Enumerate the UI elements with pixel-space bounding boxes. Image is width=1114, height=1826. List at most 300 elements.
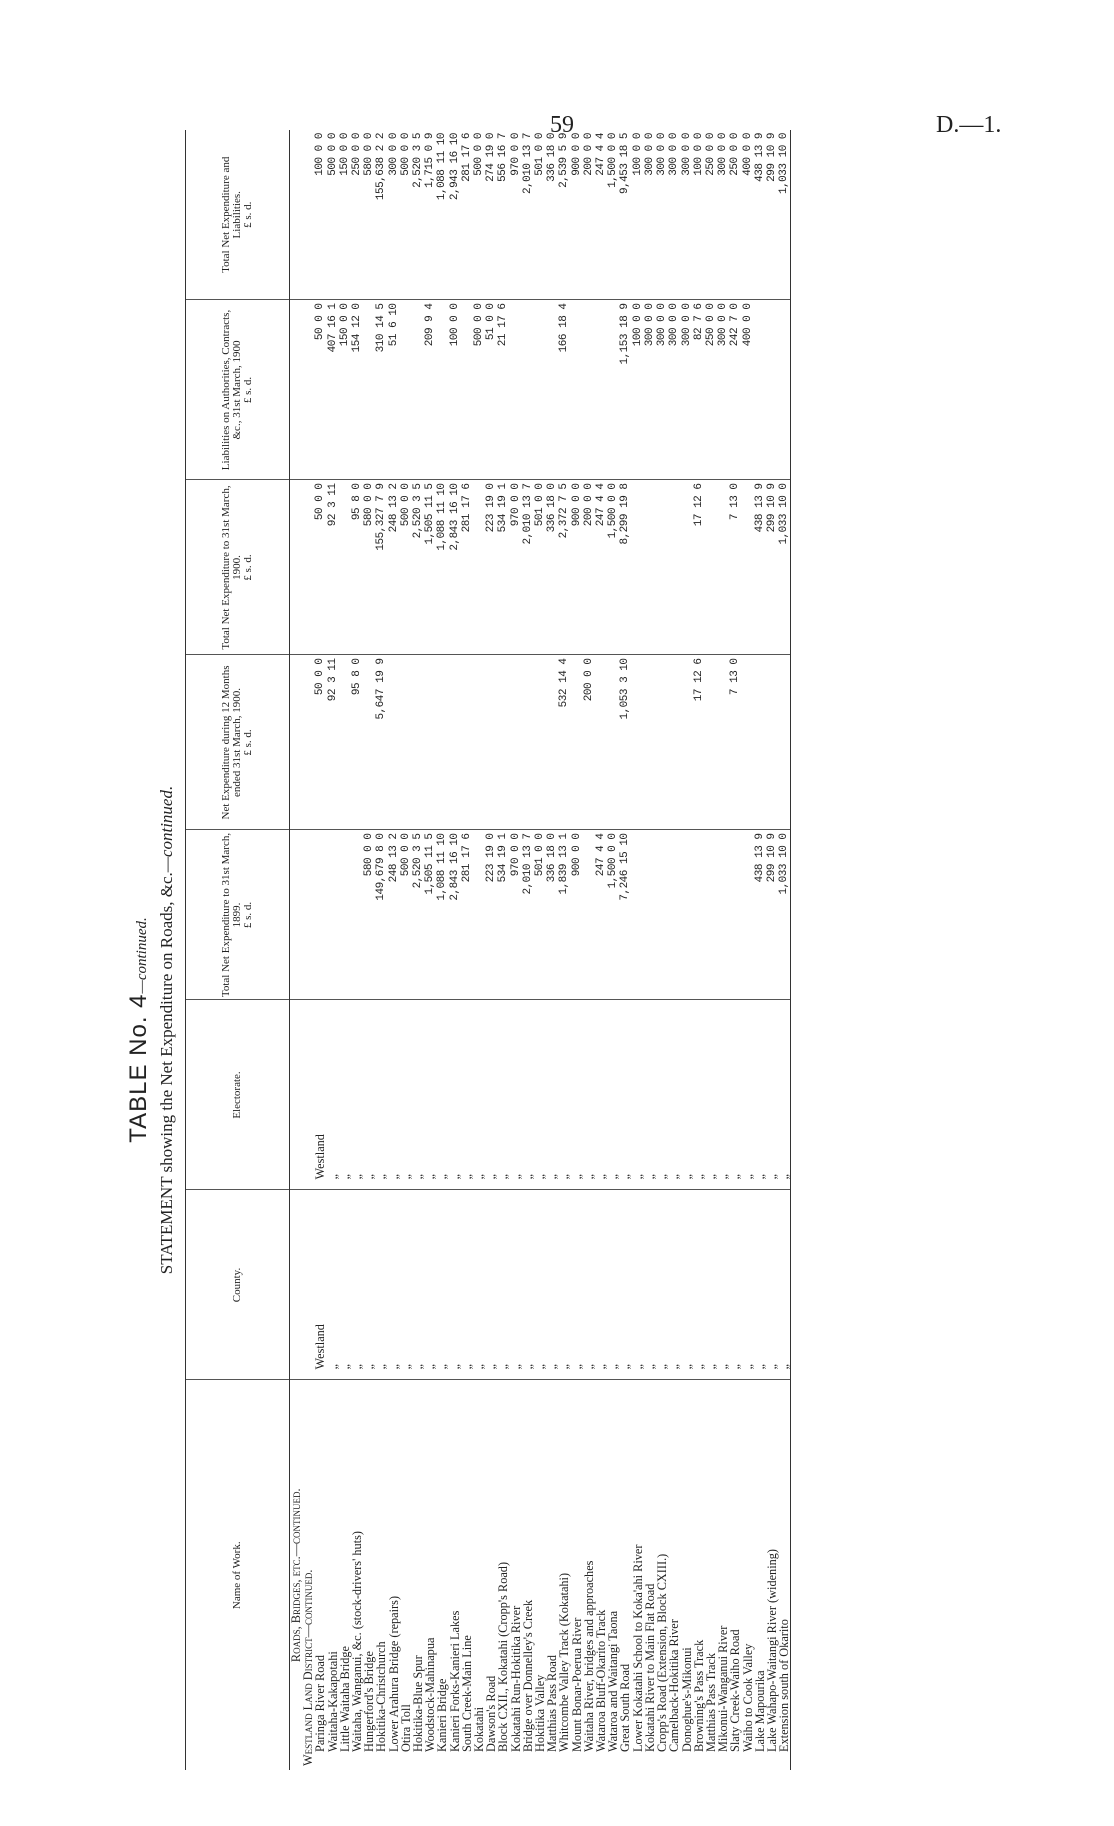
expenditure-year-1900: 200 0 0: [583, 655, 595, 830]
expenditure-to-1899: [314, 830, 326, 1000]
electorate-cell: „: [351, 1000, 363, 1190]
work-name: Extension south of Okarito: [778, 1380, 791, 1770]
expenditure-to-1899: 1,839 13 1: [558, 830, 570, 1000]
total-expenditure-liabilities: 336 18 0: [546, 130, 558, 300]
work-name: Wataroa and Waitangi Taona: [606, 1610, 621, 1752]
expenditure-to-1900: 1,500 0 0: [607, 480, 619, 655]
county-cell: „: [363, 1190, 375, 1380]
county-cell: „: [644, 1190, 656, 1380]
work-name: Waiho to Cook Valley: [740, 1643, 755, 1752]
expenditure-to-1899: [693, 830, 705, 1000]
table-row: [327, 130, 339, 1770]
county-cell: „: [693, 1190, 705, 1380]
expenditure-year-1900: [400, 655, 412, 830]
expenditure-year-1900: [571, 655, 583, 830]
total-expenditure-liabilities: 300 0 0: [656, 130, 668, 300]
expenditure-to-1900: 1,088 11 10: [436, 480, 448, 655]
col-header-c1: Total Net Expenditure to 31st March, 1899. £ s. d.: [186, 830, 290, 1000]
work-name: Block CXII., Kokatahi (Cropp's Road): [496, 1561, 511, 1752]
table-row: [314, 130, 326, 1770]
table-row: [693, 130, 705, 1770]
expenditure-table: [185, 130, 791, 1770]
total-expenditure-liabilities: 970 0 0: [510, 130, 522, 300]
electorate-cell: „: [668, 1000, 680, 1190]
expenditure-to-1900: 580 0 0: [363, 480, 375, 655]
expenditure-to-1899: 1,033 10 0: [778, 830, 791, 1000]
liabilities-1900: 310 14 5: [375, 300, 387, 480]
expenditure-to-1899: 900 0 0: [571, 830, 583, 1000]
electorate-cell: „: [742, 1000, 754, 1190]
county-cell: „: [742, 1190, 754, 1380]
electorate-cell: „: [644, 1000, 656, 1190]
table-row: [742, 130, 754, 1770]
electorate-cell: „: [375, 1000, 387, 1190]
total-expenditure-liabilities: 150 0 0: [339, 130, 351, 300]
expenditure-to-1899: 2,843 16 10: [449, 830, 461, 1000]
col-header-electorate: Electorate.: [186, 1000, 290, 1190]
table-row: [583, 130, 595, 1770]
county-cell: „: [522, 1190, 534, 1380]
county-cell: „: [754, 1190, 766, 1380]
electorate-cell: „: [778, 1000, 791, 1190]
liabilities-1900: 82 7 6: [693, 300, 705, 480]
statement-heading: [157, 290, 177, 1770]
expenditure-year-1900: [510, 655, 522, 830]
work-name: Hokitika-Blue Spur: [411, 1655, 426, 1752]
liabilities-1900: 1,153 18 9: [619, 300, 631, 480]
table-title-main: TABLE No. 4: [125, 993, 152, 1143]
page-number: 59: [550, 112, 574, 138]
expenditure-year-1900: [449, 655, 461, 830]
expenditure-to-1899: 7,246 15 10: [619, 830, 631, 1000]
section-heading: Roads, Bridges, etc.—continued.: [289, 1488, 303, 1663]
expenditure-year-1900: [717, 655, 729, 830]
work-name: Kokatahi: [472, 1706, 487, 1752]
expenditure-to-1899: [632, 830, 644, 1000]
total-expenditure-liabilities: 438 13 9: [754, 130, 766, 300]
total-expenditure-liabilities: 250 0 0: [729, 130, 741, 300]
total-expenditure-liabilities: 300 0 0: [717, 130, 729, 300]
expenditure-year-1900: [436, 655, 448, 830]
expenditure-year-1900: [412, 655, 424, 830]
electorate-cell: „: [339, 1000, 351, 1190]
county-cell: „: [497, 1190, 509, 1380]
table-row: [595, 130, 607, 1770]
electorate-cell: „: [449, 1000, 461, 1190]
expenditure-to-1900: 1,505 11 5: [424, 480, 436, 655]
expenditure-to-1900: 900 0 0: [571, 480, 583, 655]
expenditure-to-1899: [668, 830, 680, 1000]
expenditure-to-1900: 200 0 0: [583, 480, 595, 655]
total-expenditure-liabilities: 300 0 0: [668, 130, 680, 300]
electorate-cell: „: [388, 1000, 400, 1190]
expenditure-year-1900: [522, 655, 534, 830]
work-name: Paringa River Road: [313, 1655, 328, 1752]
liabilities-1900: [754, 300, 766, 480]
liabilities-1900: 300 0 0: [717, 300, 729, 480]
county-cell: „: [400, 1190, 412, 1380]
expenditure-to-1899: 2,010 13 7: [522, 830, 534, 1000]
expenditure-to-1900: 95 8 0: [351, 480, 363, 655]
work-name: Otira Toll: [398, 1704, 413, 1752]
work-name: South Creek-Main Line: [459, 1635, 474, 1752]
liabilities-1900: 300 0 0: [644, 300, 656, 480]
total-expenditure-liabilities: 300 0 0: [644, 130, 656, 300]
expenditure-to-1900: 2,520 3 5: [412, 480, 424, 655]
total-expenditure-liabilities: 299 10 9: [766, 130, 778, 300]
work-name: Matthias Pass Track: [703, 1652, 718, 1752]
expenditure-year-1900: [424, 655, 436, 830]
table-row: [632, 130, 644, 1770]
col-header-c2: Net Expenditure during 12 Months ended 31st March, 1900. £ s. d.: [186, 655, 290, 830]
expenditure-to-1899: [339, 830, 351, 1000]
county-cell: „: [351, 1190, 363, 1380]
table-row: [571, 130, 583, 1770]
total-expenditure-liabilities: 1,088 11 10: [436, 130, 448, 300]
liabilities-1900: 100 0 0: [449, 300, 461, 480]
total-expenditure-liabilities: 250 0 0: [351, 130, 363, 300]
total-expenditure-liabilities: 247 4 4: [595, 130, 607, 300]
expenditure-to-1899: [351, 830, 363, 1000]
expenditure-to-1900: 155,327 7 9: [375, 480, 387, 655]
liabilities-1900: [400, 300, 412, 480]
expenditure-to-1899: 2,520 3 5: [412, 830, 424, 1000]
total-expenditure-liabilities: 100 0 0: [632, 130, 644, 300]
electorate-cell: „: [607, 1000, 619, 1190]
expenditure-year-1900: [497, 655, 509, 830]
table-row: [681, 130, 693, 1770]
county-cell: „: [375, 1190, 387, 1380]
electorate-cell: „: [619, 1000, 631, 1190]
work-name: Kanieri Forks-Kanieri Lakes: [447, 1610, 462, 1752]
expenditure-to-1900: 970 0 0: [510, 480, 522, 655]
work-name: Hokitika Valley: [533, 1674, 548, 1752]
units-label: £ s. d.: [242, 376, 254, 404]
liabilities-1900: 51 6 10: [388, 300, 400, 480]
table-row: [510, 130, 522, 1770]
table-row: [522, 130, 534, 1770]
district-heading: Westland Land District—continued.: [301, 1569, 316, 1766]
electorate-cell: „: [681, 1000, 693, 1190]
expenditure-year-1900: [461, 655, 473, 830]
total-expenditure-liabilities: 100 0 0: [693, 130, 705, 300]
county-cell: „: [583, 1190, 595, 1380]
county-cell: „: [717, 1190, 729, 1380]
county-cell: „: [339, 1190, 351, 1380]
total-expenditure-liabilities: 100 0 0: [314, 130, 326, 300]
table-row: [778, 130, 791, 1770]
units-label: £ s. d.: [242, 901, 254, 929]
expenditure-to-1900: 1,033 10 0: [778, 480, 791, 655]
total-expenditure-liabilities: 2,520 3 5: [412, 130, 424, 300]
total-expenditure-liabilities: 2,010 13 7: [522, 130, 534, 300]
expenditure-to-1900: 17 12 6: [693, 480, 705, 655]
liabilities-1900: 300 0 0: [668, 300, 680, 480]
units-label: £ s. d.: [242, 554, 254, 581]
table-row: [485, 130, 497, 1770]
work-name: Dawson's Road: [484, 1675, 499, 1752]
table-row: [717, 130, 729, 1770]
electorate-cell: „: [766, 1000, 778, 1190]
county-cell: „: [485, 1190, 497, 1380]
expenditure-to-1899: [327, 830, 339, 1000]
electorate-cell: „: [497, 1000, 509, 1190]
county-cell: „: [436, 1190, 448, 1380]
county-cell: „: [534, 1190, 546, 1380]
work-name: Cropp's Road (Extension, Block CXIII.): [655, 1553, 670, 1752]
rotated-table-page: [125, 130, 955, 1770]
expenditure-to-1900: [717, 480, 729, 655]
total-expenditure-liabilities: 500 0 0: [327, 130, 339, 300]
county-cell: „: [729, 1190, 741, 1380]
liabilities-1900: 400 0 0: [742, 300, 754, 480]
total-expenditure-liabilities: 300 0 0: [681, 130, 693, 300]
expenditure-year-1900: [388, 655, 400, 830]
liabilities-1900: [412, 300, 424, 480]
electorate-cell: „: [327, 1000, 339, 1190]
electorate-cell: „: [583, 1000, 595, 1190]
electorate-cell: „: [534, 1000, 546, 1190]
table-title: [125, 290, 153, 1770]
total-expenditure-liabilities: 300 0 0: [388, 130, 400, 300]
liabilities-1900: [510, 300, 522, 480]
liabilities-1900: [583, 300, 595, 480]
work-name: Waitaha River, bridges and approaches: [581, 1560, 596, 1752]
liabilities-1900: 50 0 0: [314, 300, 326, 480]
county-cell: „: [656, 1190, 668, 1380]
expenditure-to-1899: 1,505 11 5: [424, 830, 436, 1000]
expenditure-to-1900: [339, 480, 351, 655]
table-row: [449, 130, 461, 1770]
county-cell: „: [327, 1190, 339, 1380]
table-row: [339, 130, 351, 1770]
liabilities-1900: 154 12 0: [351, 300, 363, 480]
statement-main: STATEMENT showing the Net Expenditure on Roads, &c.: [157, 872, 176, 1275]
expenditure-to-1899: 336 18 0: [546, 830, 558, 1000]
expenditure-to-1900: [705, 480, 717, 655]
liabilities-1900: 300 0 0: [681, 300, 693, 480]
table-row: [461, 130, 473, 1770]
total-expenditure-liabilities: 274 19 0: [485, 130, 497, 300]
expenditure-year-1900: [632, 655, 644, 830]
section-heading-row: [290, 130, 303, 1770]
expenditure-year-1900: 17 12 6: [693, 655, 705, 830]
expenditure-year-1900: [754, 655, 766, 830]
work-name: Lake Mapourika: [752, 1670, 767, 1752]
table-row: [644, 130, 656, 1770]
electorate-cell: „: [558, 1000, 570, 1190]
expenditure-to-1900: 2,010 13 7: [522, 480, 534, 655]
expenditure-to-1900: [681, 480, 693, 655]
expenditure-to-1900: 2,372 7 5: [558, 480, 570, 655]
liabilities-1900: 242 7 0: [729, 300, 741, 480]
total-expenditure-liabilities: 580 0 0: [363, 130, 375, 300]
expenditure-to-1900: [668, 480, 680, 655]
table-row: [668, 130, 680, 1770]
total-expenditure-liabilities: 9,453 18 5: [619, 130, 631, 300]
total-expenditure-liabilities: 281 17 6: [461, 130, 473, 300]
electorate-cell: „: [485, 1000, 497, 1190]
expenditure-year-1900: [681, 655, 693, 830]
table-row: [705, 130, 717, 1770]
expenditure-to-1900: 8,299 19 8: [619, 480, 631, 655]
electorate-cell: „: [436, 1000, 448, 1190]
work-name: Great South Road: [618, 1663, 633, 1752]
electorate-cell: „: [717, 1000, 729, 1190]
liabilities-1900: 100 0 0: [632, 300, 644, 480]
work-name: Hokitika-Christchurch: [374, 1641, 389, 1752]
expenditure-year-1900: [705, 655, 717, 830]
expenditure-to-1900: [632, 480, 644, 655]
table-row: [546, 130, 558, 1770]
work-name: Wataroa Bluff-Okarito Track: [594, 1609, 609, 1752]
liabilities-1900: [546, 300, 558, 480]
electorate-cell: „: [424, 1000, 436, 1190]
district-heading-row: [302, 130, 314, 1770]
table-row: [412, 130, 424, 1770]
liabilities-1900: 300 0 0: [656, 300, 668, 480]
liabilities-1900: [534, 300, 546, 480]
work-name: Waitaha-Kakapotahi: [325, 1651, 340, 1752]
liabilities-1900: [766, 300, 778, 480]
table-row: [375, 130, 387, 1770]
expenditure-year-1900: [607, 655, 619, 830]
table-row: [656, 130, 668, 1770]
work-name: Kokatahi Run-Hokitika River: [508, 1605, 523, 1752]
expenditure-year-1900: 1,053 3 10: [619, 655, 631, 830]
county-cell: „: [571, 1190, 583, 1380]
liabilities-1900: 166 18 4: [558, 300, 570, 480]
expenditure-to-1899: 580 0 0: [363, 830, 375, 1000]
expenditure-to-1899: [742, 830, 754, 1000]
expenditure-year-1900: 7 13 0: [729, 655, 741, 830]
expenditure-to-1899: 501 0 0: [534, 830, 546, 1000]
table-row: [754, 130, 766, 1770]
work-name: Bridge over Donnelley's Creek: [520, 1599, 535, 1752]
county-cell: Westland: [314, 1190, 326, 1380]
total-expenditure-liabilities: 1,715 0 9: [424, 130, 436, 300]
expenditure-to-1899: [681, 830, 693, 1000]
table-row: [436, 130, 448, 1770]
expenditure-to-1900: 281 17 6: [461, 480, 473, 655]
expenditure-to-1900: 299 10 9: [766, 480, 778, 655]
table-row: [363, 130, 375, 1770]
table-row: [497, 130, 509, 1770]
expenditure-year-1900: [534, 655, 546, 830]
units-label: £ s. d.: [242, 201, 254, 228]
total-expenditure-liabilities: 900 0 0: [571, 130, 583, 300]
county-cell: „: [766, 1190, 778, 1380]
table-title-suffix: —continued.: [134, 917, 150, 994]
expenditure-year-1900: 5,647 19 9: [375, 655, 387, 830]
liabilities-1900: [436, 300, 448, 480]
expenditure-to-1899: 1,500 0 0: [607, 830, 619, 1000]
electorate-cell: „: [412, 1000, 424, 1190]
expenditure-to-1900: 438 13 9: [754, 480, 766, 655]
expenditure-to-1900: 50 0 0: [314, 480, 326, 655]
expenditure-to-1899: 1,088 11 10: [436, 830, 448, 1000]
expenditure-to-1899: 299 10 9: [766, 830, 778, 1000]
header-row: [186, 130, 290, 1770]
electorate-cell: Westland: [314, 1000, 326, 1190]
county-cell: „: [546, 1190, 558, 1380]
work-name: Lower Kokatahi School to Koka'ahi River: [630, 1544, 645, 1752]
expenditure-to-1899: 223 19 0: [485, 830, 497, 1000]
liabilities-1900: [522, 300, 534, 480]
col-header-county: County.: [186, 1190, 290, 1380]
expenditure-year-1900: [485, 655, 497, 830]
expenditure-year-1900: [339, 655, 351, 830]
expenditure-year-1900: [668, 655, 680, 830]
electorate-cell: „: [632, 1000, 644, 1190]
work-name: Lake Wahapo-Waitangi River (widening): [764, 1548, 779, 1752]
expenditure-year-1900: 92 3 11: [327, 655, 339, 830]
expenditure-to-1899: [705, 830, 717, 1000]
expenditure-to-1899: [644, 830, 656, 1000]
liabilities-1900: 209 9 4: [424, 300, 436, 480]
table-row: [619, 130, 631, 1770]
expenditure-to-1900: 2,843 16 10: [449, 480, 461, 655]
expenditure-year-1900: [546, 655, 558, 830]
total-expenditure-liabilities: 556 16 7: [497, 130, 509, 300]
table-row: [388, 130, 400, 1770]
liabilities-1900: 407 16 1: [327, 300, 339, 480]
liabilities-1900: [461, 300, 473, 480]
table-row: [351, 130, 363, 1770]
expenditure-to-1900: 248 13 2: [388, 480, 400, 655]
table-row: [534, 130, 546, 1770]
expenditure-to-1899: [656, 830, 668, 1000]
county-cell: „: [461, 1190, 473, 1380]
expenditure-to-1899: [717, 830, 729, 1000]
expenditure-year-1900: [778, 655, 791, 830]
table-row: [400, 130, 412, 1770]
total-expenditure-liabilities: 500 0 0: [400, 130, 412, 300]
work-name: Browning's Pass Track: [691, 1639, 706, 1752]
expenditure-to-1900: 247 4 4: [595, 480, 607, 655]
county-cell: „: [619, 1190, 631, 1380]
expenditure-to-1899: 247 4 4: [595, 830, 607, 1000]
county-cell: „: [705, 1190, 717, 1380]
county-cell: „: [388, 1190, 400, 1380]
work-name: Mount Bonar-Poerua River: [569, 1617, 584, 1752]
electorate-cell: „: [522, 1000, 534, 1190]
table-row: [473, 130, 485, 1770]
expenditure-to-1900: [656, 480, 668, 655]
county-cell: „: [607, 1190, 619, 1380]
expenditure-to-1900: 92 3 11: [327, 480, 339, 655]
expenditure-to-1899: [473, 830, 485, 1000]
expenditure-year-1900: 532 14 4: [558, 655, 570, 830]
work-name: Donoghue's-Mikonui: [679, 1647, 694, 1752]
expenditure-to-1900: [742, 480, 754, 655]
total-expenditure-liabilities: 155,638 2 2: [375, 130, 387, 300]
expenditure-to-1899: 248 13 2: [388, 830, 400, 1000]
expenditure-year-1900: [363, 655, 375, 830]
col-header-c4: Liabilities on Authorities, Contracts, &c., 31st March, 1900 £ s. d.: [186, 300, 290, 480]
liabilities-1900: 250 0 0: [705, 300, 717, 480]
work-name: Mikonui-Wanganui River: [716, 1625, 731, 1752]
liabilities-1900: 51 0 0: [485, 300, 497, 480]
expenditure-to-1900: 534 19 1: [497, 480, 509, 655]
expenditure-year-1900: [742, 655, 754, 830]
total-expenditure-liabilities: 2,539 5 9: [558, 130, 570, 300]
work-name: Camelback-Hokitika River: [667, 1619, 682, 1752]
work-name: Matthias Pass Road: [545, 1654, 560, 1752]
expenditure-year-1900: [595, 655, 607, 830]
units-label: £ s. d.: [242, 729, 254, 756]
expenditure-year-1900: [473, 655, 485, 830]
